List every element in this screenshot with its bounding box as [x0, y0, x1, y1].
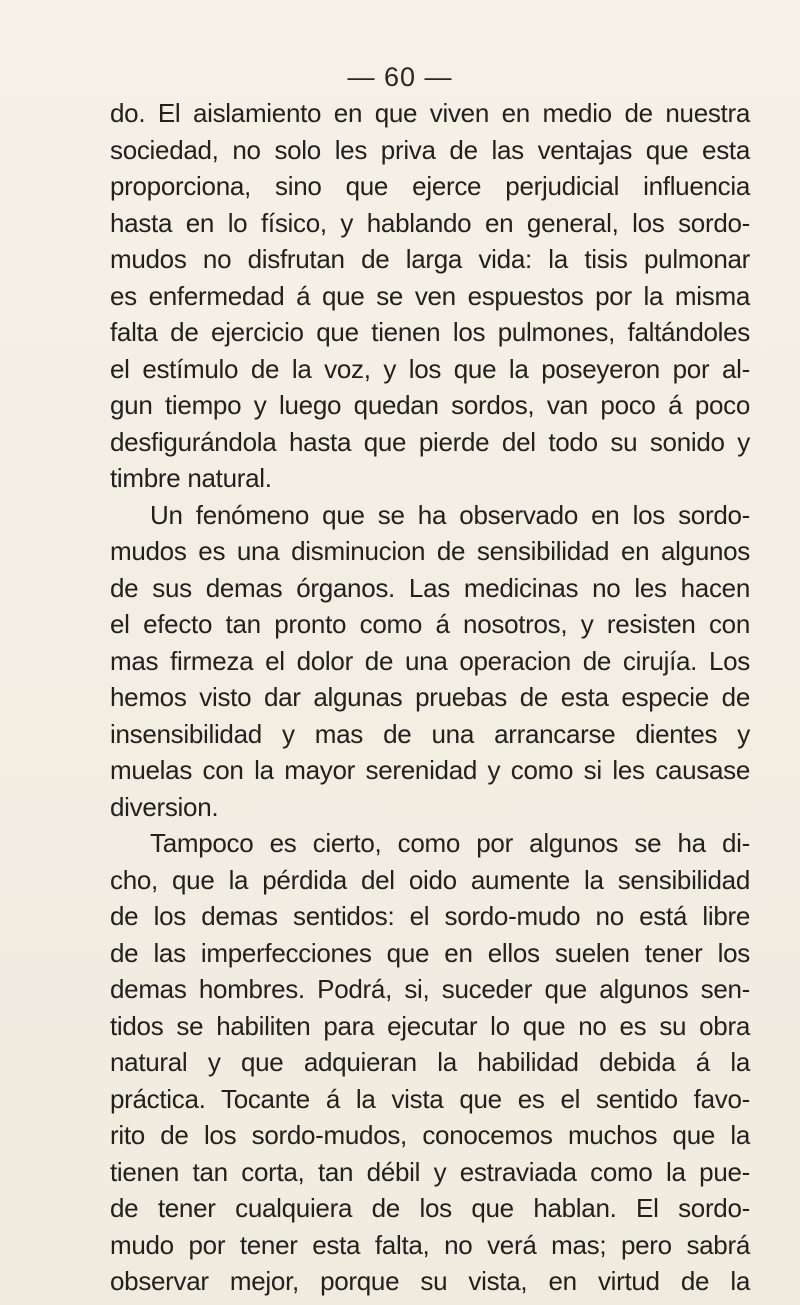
page-number: — 60 — — [347, 62, 453, 92]
text-line: demas hombres. Podrá, si, suceder que algunos sen- — [110, 974, 750, 1004]
text-line: insensibilidad y mas de una arrancarse dientes y — [110, 718, 750, 749]
text-line: práctica. Tocante á la vista que es el sentido favo- — [110, 1083, 750, 1114]
text-line: mudos es una disminucion de sensibilidad en algunos — [110, 536, 750, 566]
text-line: do. El aislamiento en que viven en medio de nuestra — [110, 98, 750, 128]
text-line: diversion. — [110, 791, 219, 822]
text-line: tienen tan corta, tan débil y estraviada como la pue- — [110, 1156, 750, 1187]
text-line: de sus demas órganos. Las medicinas no les hacen — [110, 572, 750, 603]
text-line: mas firmeza el dolor de una operacion de cirujía. Los — [110, 645, 750, 676]
text-line: el estímulo de la voz, y los que la poseyeron por al- — [110, 353, 750, 384]
text-line: mudos no disfrutan de larga vida: la tisis pulmonar — [110, 244, 750, 274]
text-line: el efecto tan pronto como á nosotros, y resisten con — [110, 609, 750, 639]
text-line: de tener cualquiera de los que hablan. El sordo- — [110, 1193, 750, 1223]
text-line: desfigurándola hasta que pierde del todo su sonido y — [110, 426, 750, 457]
text-line: de los demas sentidos: el sordo-mudo no está libre — [110, 901, 750, 931]
text-line: gun tiempo y luego quedan sordos, van poco á poco — [110, 390, 750, 420]
text-line: observar mejor, porque su vista, en virtud de la — [110, 1266, 750, 1296]
text-line: sociedad, no solo les priva de las ventajas que esta — [110, 134, 750, 165]
text-line: de las imperfecciones que en ellos suelen tener los — [110, 937, 750, 968]
text-line: timbre natural. — [110, 463, 272, 493]
text-line: mudo por tener esta falta, no verá mas; pero sabrá — [110, 1229, 750, 1260]
text-line: tidos se habiliten para ejecutar lo que no es su obra — [110, 1010, 750, 1041]
text-line: hemos visto dar algunas pruebas de esta especie de — [110, 682, 750, 712]
text-line: es enfermedad á que se ven espuestos por la misma — [110, 280, 750, 311]
text-line: Un fenómeno que se ha observado en los sordo- — [150, 499, 750, 530]
body-text — [110, 95, 750, 1300]
text-line: cho, que la pérdida del oido aumente la sensibilidad — [110, 864, 750, 895]
text-line: falta de ejercicio que tienen los pulmones, faltándoles — [110, 317, 750, 347]
text-line: rito de los sordo-mudos, conocemos muchos que la — [110, 1120, 750, 1150]
text-line: muelas con la mayor serenidad y como si les causase — [110, 755, 750, 785]
text-line: natural y que adquieran la habilidad debida á la — [110, 1047, 750, 1077]
text-line: proporciona, sino que ejerce perjudicial influencia — [110, 171, 750, 201]
text-line: hasta en lo físico, y hablando en general, los sordo- — [110, 207, 750, 238]
text-line: Tampoco es cierto, como por algunos se ha di- — [150, 828, 750, 858]
